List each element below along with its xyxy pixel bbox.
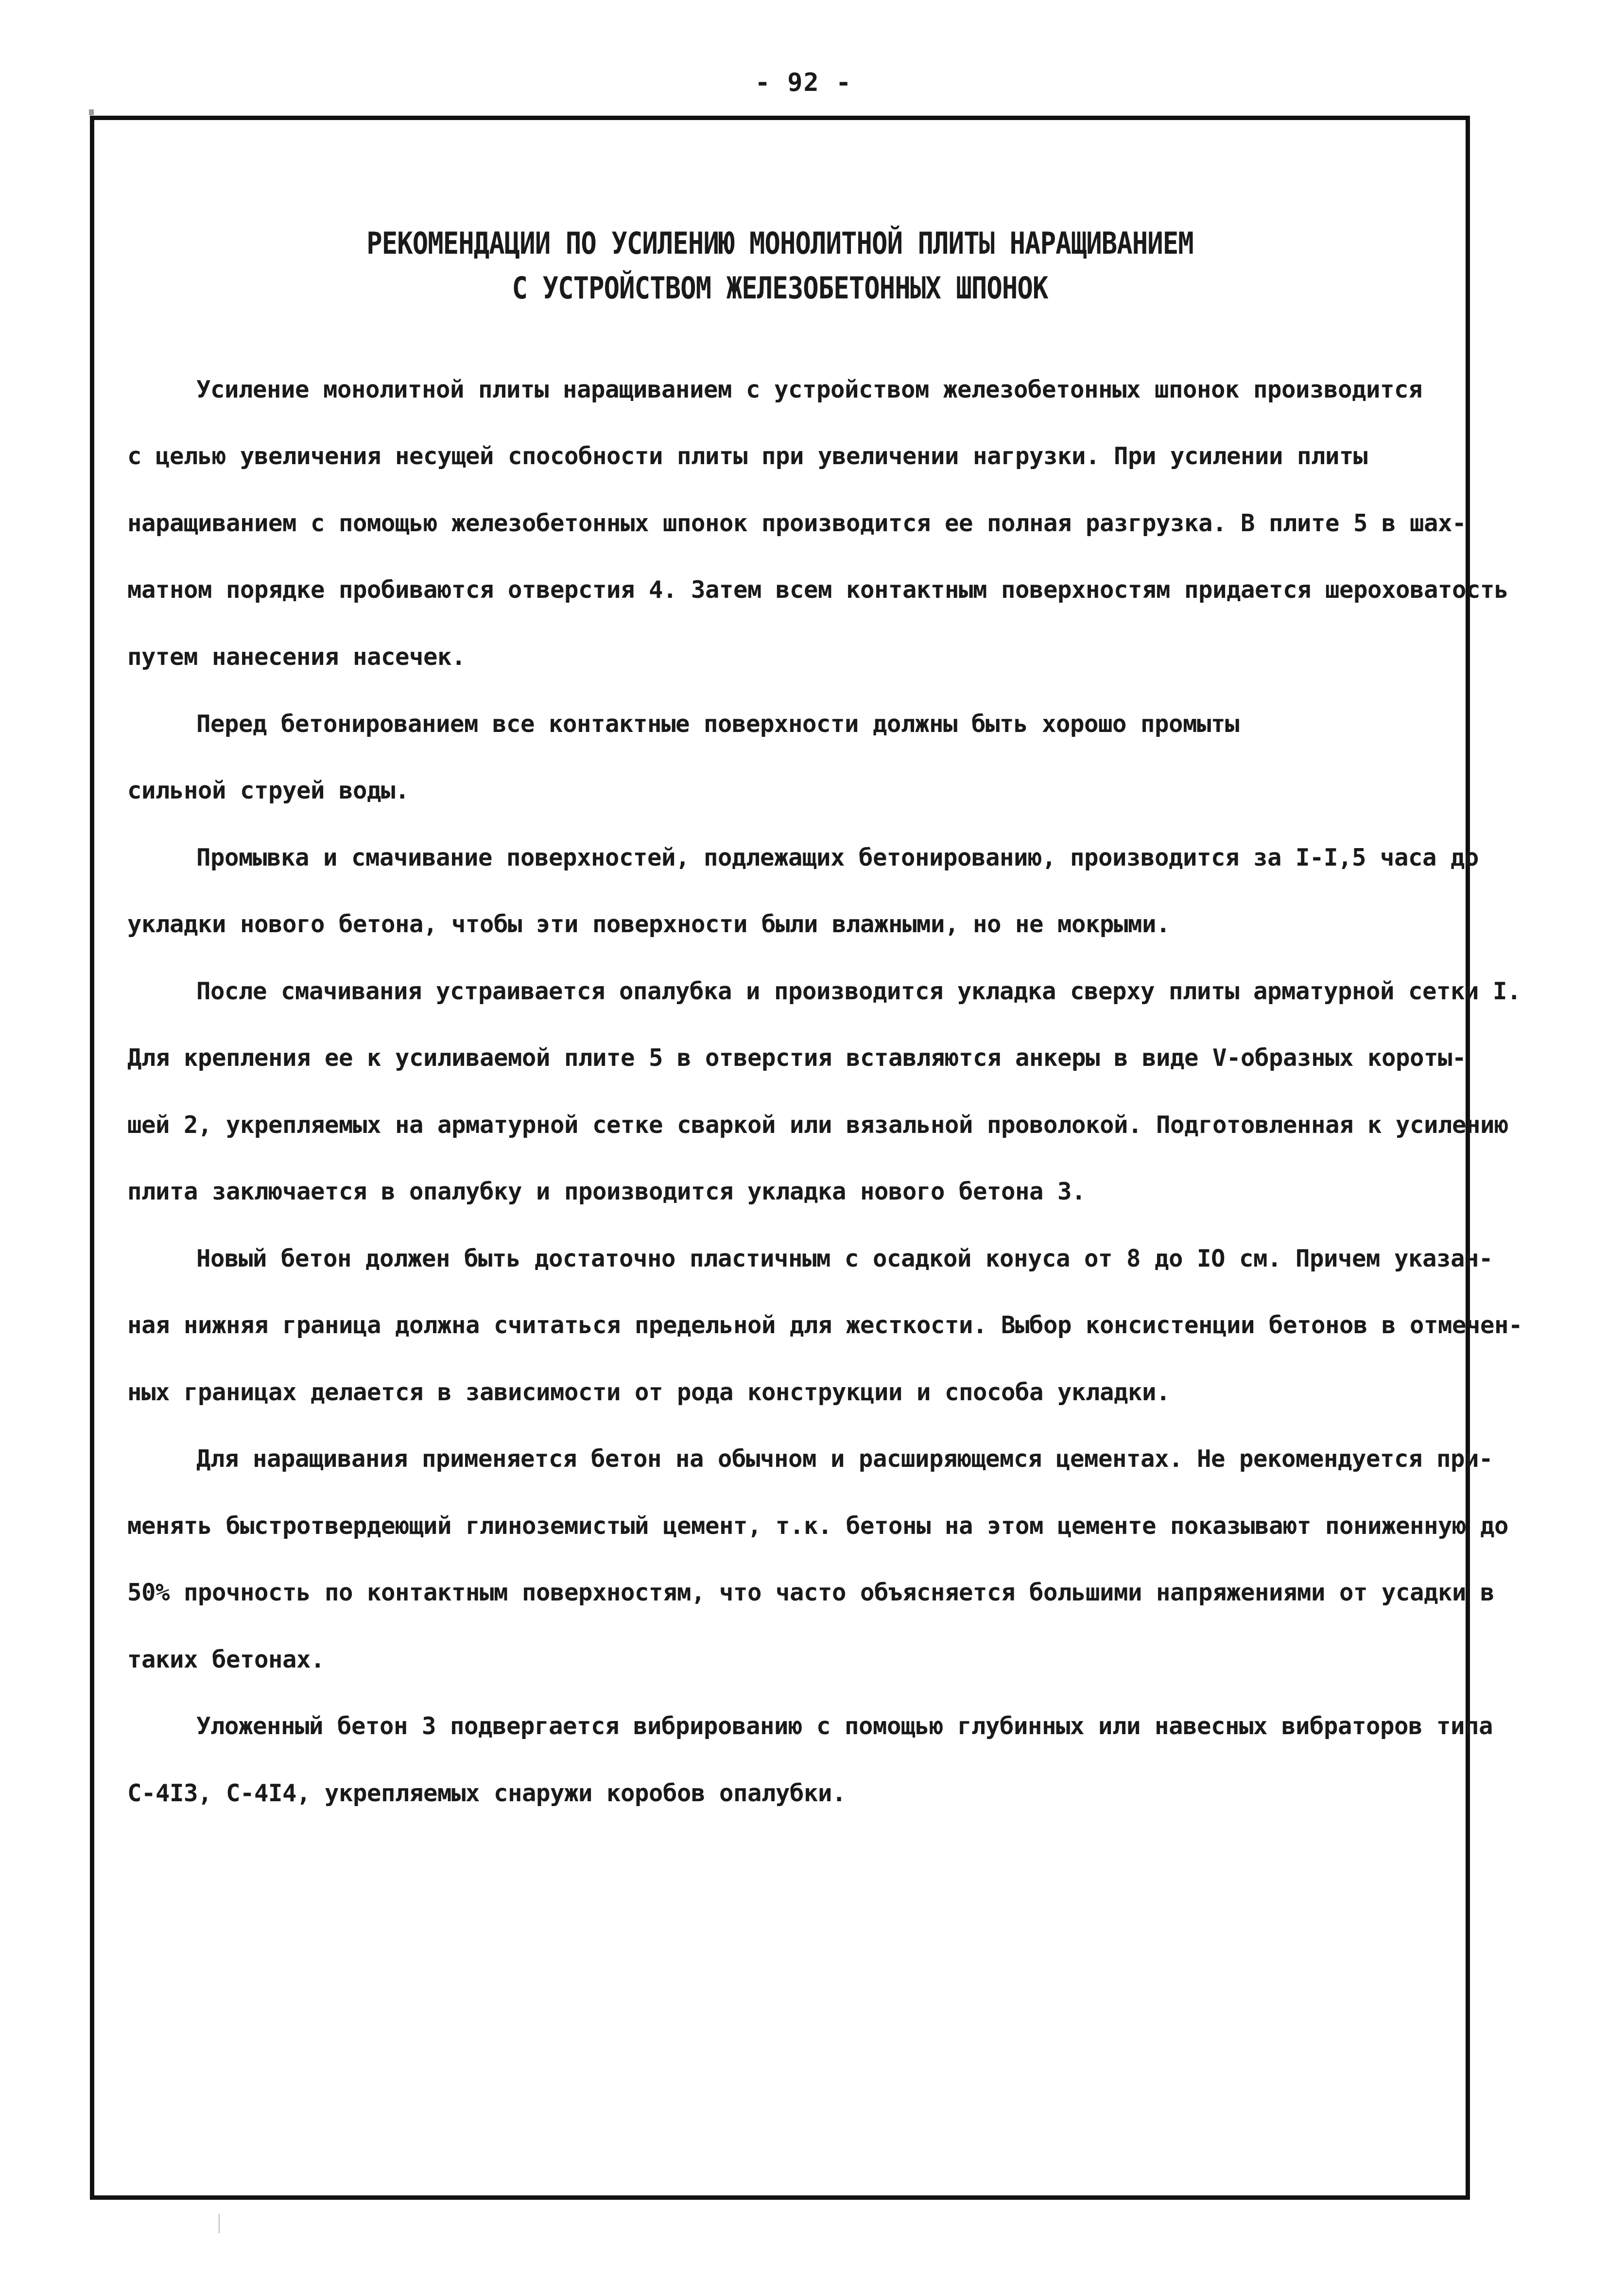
page-frame (90, 116, 1523, 2200)
text-line: Промывка и смачивание поверхностей, подлежащих бетонированию, производится за I-I,5 часа до (196, 844, 1479, 871)
text-line: таких бетонах. (127, 1646, 325, 1673)
text-line: Новый бетон должен быть достаточно пластичным с осадкой конуса от 8 до IO см. Причем указан- (196, 1245, 1493, 1272)
text-line: менять быстротвердеющий глиноземистый цемент, т.к. бетоны на этом цементе показывают пониженную до (127, 1512, 1509, 1540)
text-line: наращиванием с помощью железобетонных шпонок производится ее полная разгрузка. В плите 5 в шах- (127, 509, 1467, 537)
text-line: с целью увеличения несущей способности плиты при увеличении нагрузки. При усилении плиты (127, 442, 1368, 470)
text-line: После смачивания устраивается опалубка и производится укладка сверху плиты арматурной сетки I. (196, 977, 1521, 1005)
text-line: Для наращивания применяется бетон на обычном и расширяющемся цементах. Не рекомендуется при- (196, 1445, 1493, 1473)
text-line: ная нижняя граница должна считаться предельной для жесткости. Выбор консистенции бетонов в отмечен- (127, 1311, 1523, 1339)
text-line: плита заключается в опалубку и производится укладка нового бетона 3. (127, 1178, 1086, 1205)
text-line: укладки нового бетона, чтобы эти поверхности были влажными, но не мокрыми. (127, 910, 1171, 938)
scan-artifact-mark (219, 2214, 220, 2233)
text-line: 50% прочность по контактным поверхностям, что часто объясняется большими напряжениями от усадки в (127, 1579, 1495, 1606)
section-heading-line-2: С УСТРОЙСТВОМ ЖЕЛЕЗОБЕТОННЫХ ШПОНОК (512, 270, 1048, 306)
text-line: Уложенный бетон 3 подвергается вибрированию с помощью глубинных или навесных вибраторов типа (196, 1712, 1493, 1740)
text-line: путем нанесения насечек. (127, 643, 466, 671)
scan-corner-mark (89, 109, 94, 115)
text-line: ных границах делается в зависимости от рода конструкции и способа укладки. (127, 1378, 1171, 1406)
text-line: сильной струей воды. (127, 777, 410, 804)
section-heading-line-1: РЕКОМЕНДАЦИИ ПО УСИЛЕНИЮ МОНОЛИТНОЙ ПЛИТЫ НАРАЩИВАНИЕМ (366, 226, 1193, 261)
text-line: матном порядке пробиваются отверстия 4. Затем всем контактным поверхностям придается шероховатость (127, 576, 1509, 604)
text-line: шей 2, укрепляемых на арматурной сетке сваркой или вязальной проволокой. Подготовленная к усилению (127, 1111, 1509, 1139)
text-line: С-4I3, С-4I4, укрепляемых снаружи коробов опалубки. (127, 1779, 847, 1807)
page-number: - 92 - (755, 68, 852, 97)
text-line: Для крепления ее к усиливаемой плите 5 в отверстия вставляются анкеры в виде V-образных короты- (127, 1044, 1467, 1072)
text-line: Перед бетонированием все контактные поверхности должны быть хорошо промыты (196, 710, 1240, 738)
text-line: Усиление монолитной плиты наращиванием с устройством железобетонных шпонок производится (196, 376, 1423, 403)
